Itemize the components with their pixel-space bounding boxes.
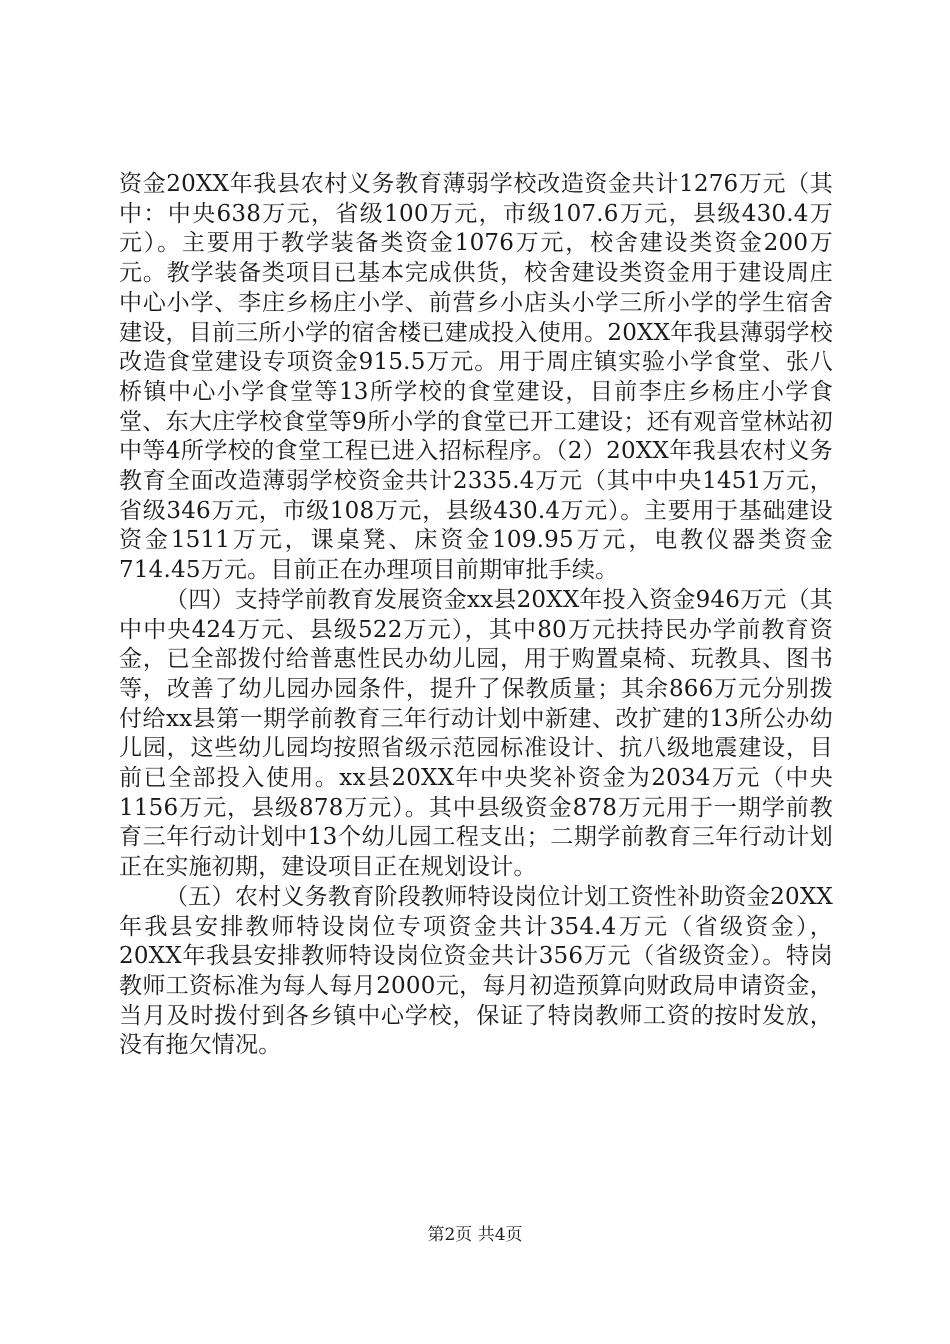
page-footer: 第2页 共4页 — [427, 1225, 523, 1245]
paragraph-2: （四）支持学前教育发展资金xx县20XX年投入资金946万元（其中中央424万元、县级522万元），其中80万元扶持民办学前教育资金，已全部拨付给普惠性民办幼儿园，用于购置桌椅、玩教具、图书等，改善了幼儿园办园条件，提升了保教质量；其余866万元分别拨付给xx县第一期学前教育三年行动计划中新建、改扩建的13所公办幼儿园，这些幼儿园均按照省级示范园标准设计、抗八级地震建设，目前已全部投入使用。xx县20XX年中央奖补资金为2034万元（中央1156万元，县级878万元）。其中县级资金878万元用于一期学前教育三年行动计划中13个幼儿园工程支出；二期学前教育三年行动计划正在实施初期，建设项目正在规划设计。 — [119, 586, 833, 881]
paragraph-1: 资金20XX年我县农村义务教育薄弱学校改造资金共计1276万元（其中：中央638万元，省级100万元，市级107.6万元，县级430.4万元）。主要用于教学装备类资金1076万元，校舍建设类资金200万元。教学装备类项目已基本完成供货，校舍建设类资金用于建设周庄中心小学、李庄乡杨庄小学、前营乡小店头小学三所小学的学生宿舍建设，目前三所小学的宿舍楼已建成投入使用。20XX年我县薄弱学校改造食堂建设专项资金915.5万元。用于周庄镇实验小学食堂、张八桥镇中心小学食堂等13所学校的食堂建设，目前李庄乡杨庄小学食堂、东大庄学校食堂等9所小学的食堂已开工建设；还有观音堂林站初中等4所学校的食堂工程已进入招标程序。（2）20XX年我县农村义务教育全面改造薄弱学校资金共计2335.4万元（其中中央1451万元，省级346万元，市级108万元，县级430.4万元）。主要用于基础建设资金1511万元，课桌凳、床资金109.95万元，电教仪器类资金714.45万元。目前正在办理项目前期审批手续。 — [119, 171, 833, 584]
paragraph-3: （五）农村义务教育阶段教师特设岗位计划工资性补助资金20XX年我县安排教师特设岗位专项资金共计354.4万元（省级资金），20XX年我县安排教师特设岗位资金共计356万元（省级资金）。特岗教师工资标准为每人每月2000元，每月初造预算向财政局申请资金，当月及时拨付到各乡镇中心学校，保证了特岗教师工资的按时发放，没有拖欠情况。 — [119, 883, 833, 1059]
document-body — [119, 170, 833, 1061]
